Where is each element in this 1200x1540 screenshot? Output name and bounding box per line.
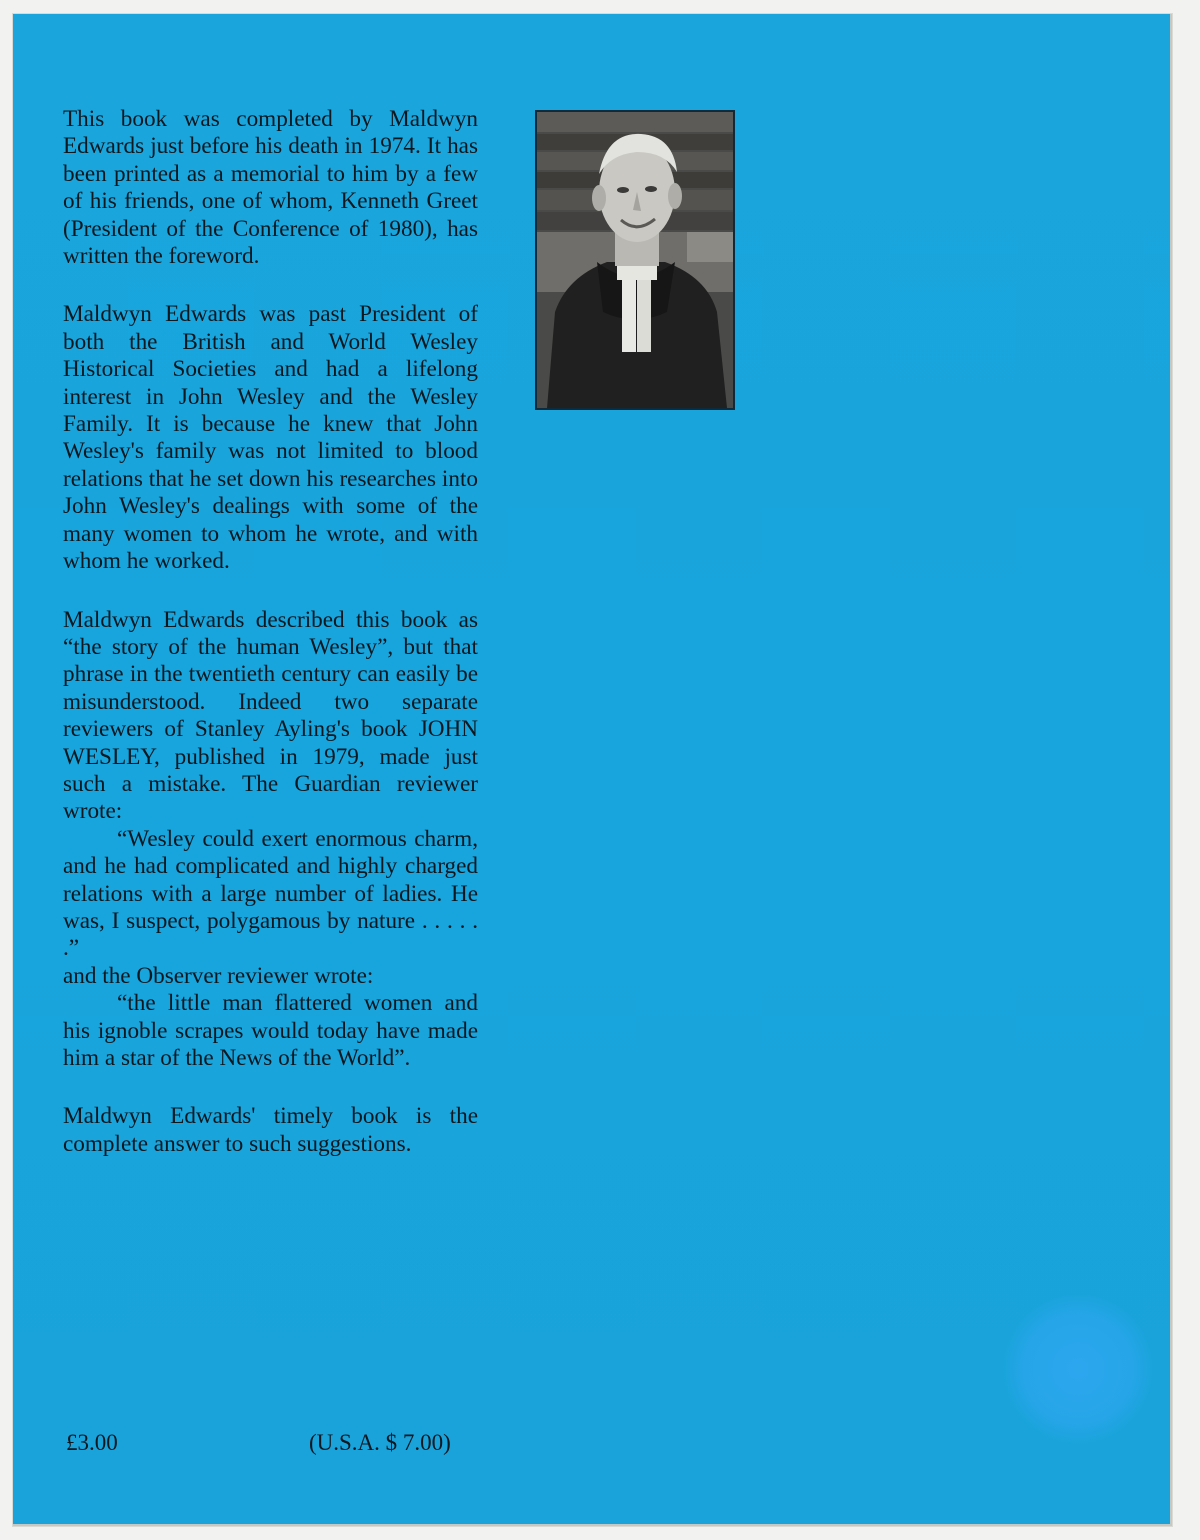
quote-guardian: “Wesley could exert enormous charm, and he had complicated and highly charged relations with a large number of ladies. He was, I suspect, polygamous by nature . . . . . .” xyxy=(63,825,478,962)
price-uk: £3.00 xyxy=(66,1430,118,1455)
observer-intro: and the Observer reviewer wrote: xyxy=(63,962,374,989)
paragraph-reviews: Maldwyn Edwards described this book as “the story of the human Wesley”, but that phrase in the twentieth century can easily be misunderstood. Indeed two separate reviewers of Stanley Ayling's book JOHN WESLEY, published in 1979, made just such a mistake. The Guardian reviewer wrote: xyxy=(63,606,478,825)
blurb-text xyxy=(63,106,478,1189)
quote-observer: “the little man flattered women and his ignoble scrapes would today have made him a star of the News of the World”. xyxy=(63,990,478,1071)
paragraph-intro: This book was completed by Maldwyn Edwards just before his death in 1974. It has been printed as a memorial to him by a few of his friends, one of whom, Kenneth Greet (President of the Conference of 1980), has written the foreword. xyxy=(63,106,478,270)
price-usa: (U.S.A. $ 7.00) xyxy=(309,1430,451,1455)
book-back-cover xyxy=(13,14,1172,1526)
paragraph-closing: Maldwyn Edwards' timely book is the complete answer to such suggestions. xyxy=(63,1103,478,1157)
author-portrait-photo xyxy=(535,110,735,410)
portrait-image xyxy=(537,112,733,408)
paragraph-biography: Maldwyn Edwards was past President of both the British and World Wesley Historical Societies and had a lifelong interest in John Wesley and the Wesley Family. It is because he knew that John Wesley's family was not limited to blood relations that he set down his researches into John Wesley's dealings with some of the many women to whom he wrote, and with whom he worked. xyxy=(63,301,478,575)
